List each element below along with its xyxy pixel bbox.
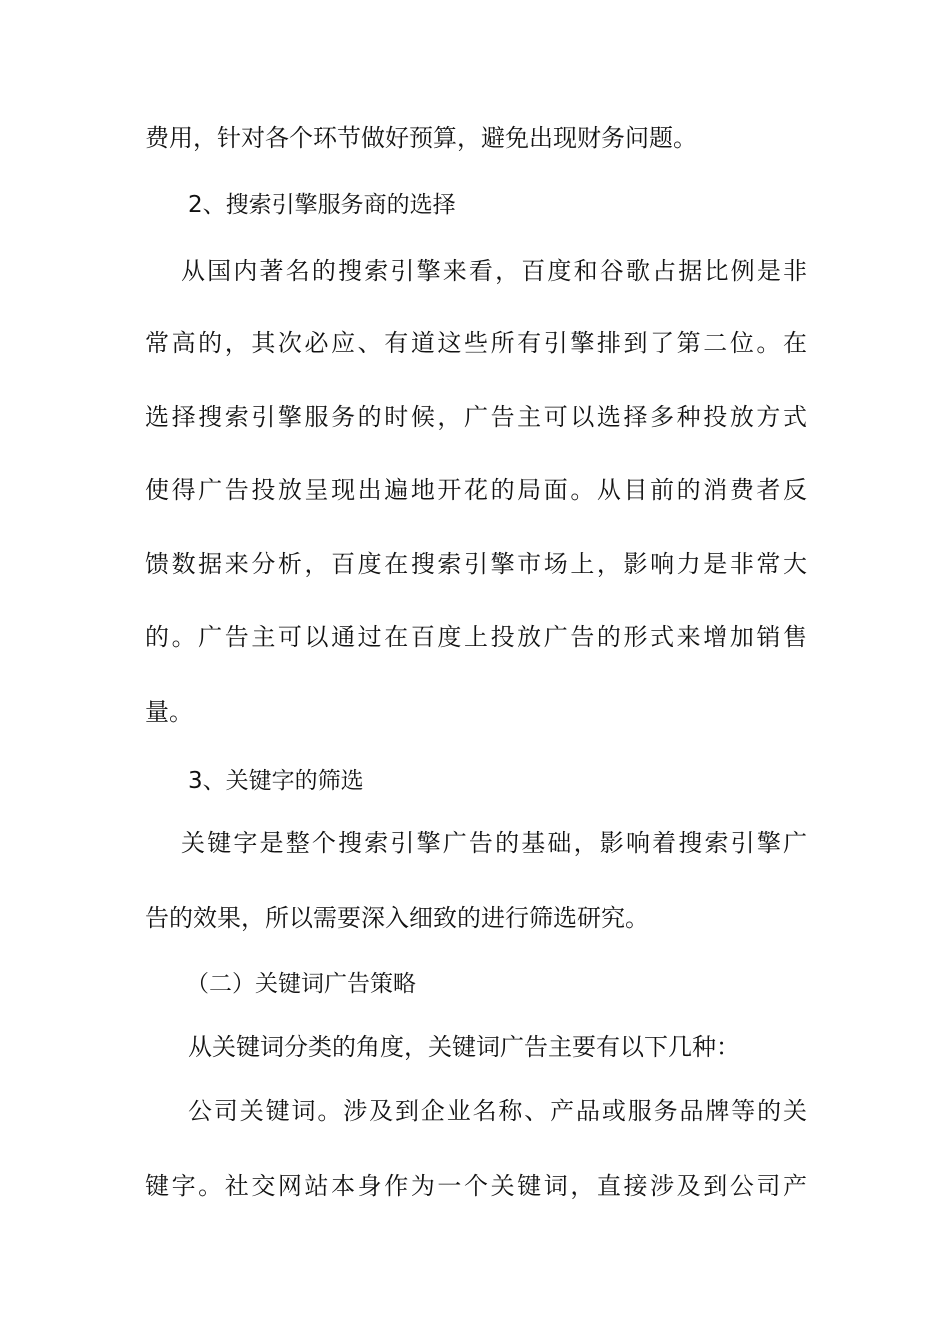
paragraph-line: 使得广告投放呈现出遍地开花的局面。从目前的消费者反 bbox=[145, 476, 807, 504]
paragraph-line: 告的效果，所以需要深入细致的进行筛选研究。 bbox=[145, 904, 649, 932]
paragraph-line: 从国内著名的搜索引擎来看，百度和谷歌占据比例是非 bbox=[181, 257, 807, 285]
section-heading: 2、搜索引擎服务商的选择 bbox=[188, 192, 456, 218]
paragraph-line: 公司关键词。涉及到企业名称、产品或服务品牌等的关 bbox=[188, 1097, 807, 1125]
section-heading: （二）关键词广告策略 bbox=[186, 971, 416, 997]
paragraph-line: 选择搜索引擎服务的时候，广告主可以选择多种投放方式 bbox=[145, 403, 807, 431]
paragraph-line: 关键字是整个搜索引擎广告的基础，影响着搜索引擎广 bbox=[181, 829, 807, 857]
paragraph-line: 量。 bbox=[145, 698, 193, 726]
paragraph-line: 常高的，其次必应、有道这些所有引擎排到了第二位。在 bbox=[145, 329, 807, 357]
paragraph-line: 馈数据来分析，百度在搜索引擎市场上，影响力是非常大 bbox=[145, 550, 807, 578]
paragraph-line: 从关键词分类的角度，关键词广告主要有以下几种： bbox=[188, 1033, 740, 1061]
paragraph-line: 费用，针对各个环节做好预算，避免出现财务问题。 bbox=[145, 124, 697, 152]
paragraph-line: 的。广告主可以通过在百度上投放广告的形式来增加销售 bbox=[145, 623, 807, 651]
paragraph-line: 键字。社交网站本身作为一个关键词，直接涉及到公司产 bbox=[145, 1172, 807, 1200]
section-heading: 3、关键字的筛选 bbox=[188, 768, 364, 794]
